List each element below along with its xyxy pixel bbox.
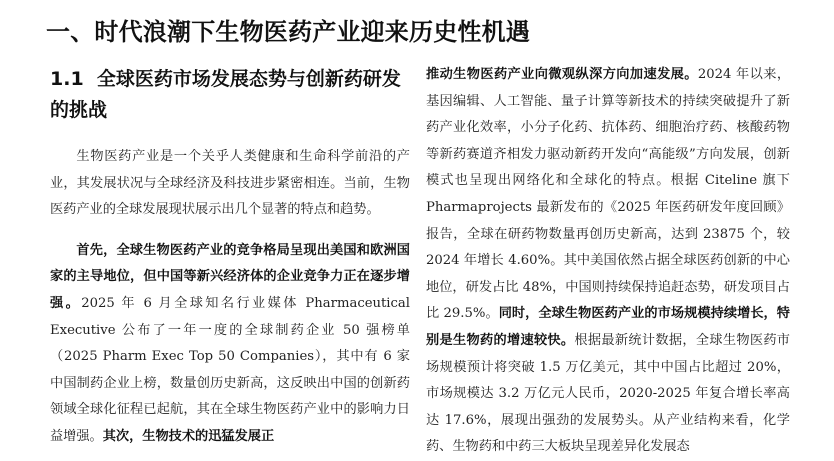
bold-second-point-start: 其次，生物技术的迅猛发展正: [102, 428, 275, 444]
section-number: 1.1: [50, 68, 84, 90]
bold-second-point-end: 推动生物医药产业向微观纵深方向加速发展。: [426, 67, 698, 82]
chapter-heading: 一、时代浪潮下生物医药产业迎来历史性机遇: [46, 18, 530, 46]
right-column: [426, 62, 790, 461]
bold-first-point: 首先，全球生物医药产业的竞争格局呈现出美国和欧洲国家的主导地位，但中国等新兴经济体的企业竞争力正在逐步增强。: [50, 242, 410, 311]
paragraph-continued: [426, 62, 790, 461]
paragraph-market-body: 根据最新统计数据，全球生物医药市场规模预计将突破 1.5 万亿美元，其中中国占比超过 20%，市场规模达 3.2 万亿元人民币，2020-2025 年复合增长率高达 17.6%，展现出强劲的发展势头。从产业结构来看，化学药、生物药和中药三大板块呈现差异化发展态: [426, 332, 790, 455]
paragraph-first-point: [50, 238, 410, 451]
section-title: 全球医药市场发展态势与创新药研发的挑战: [50, 68, 401, 121]
bold-third-point: 同时，全球生物医药产业的市场规模持续增长，特别是生物药的增速较快。: [426, 306, 790, 348]
paragraph-intro: 生物医药产业是一个关乎人类健康和生命科学前沿的产业，其发展状况与全球经济及科技进步紧密相连。当前，生物医药产业的全球发展现状展示出几个显著的特点和趋势。: [50, 149, 410, 218]
left-column: [50, 144, 410, 451]
paragraph-first-point-body: 2025 年 6 月全球知名行业媒体 Pharmaceutical Executive 公布了一年一度的全球制药企业 50 强榜单（2025 Pharm Exec Top 50 Companies），其中有 6 家中国制药企业上榜，数量创历史新高，这反映出中国的创新药领域全球化征程已起航，其在全球生物医药产业中的影响力日益增强。: [50, 295, 410, 444]
section-heading: [50, 64, 410, 126]
paragraph-rd-body: 2024 年以来，基因编辑、人工智能、量子计算等新技术的持续突破提升了新药产业化效率，小分子化药、抗体药、细胞治疗药、核酸药物等新药赛道齐相发力驱动新药开发向“高能级”方向发展，创新模式也呈现出网络化和全球化的特点。根据 Citeline 旗下 Pharmaprojects 最新发布的《2025 年医药研发年度回顾》报告，全球在研药物数量再创历史新高，达到 23875 个，较 2024 年增长 4.60%。其中美国依然占据全球医药创新的中心地位，研发占比 48%，中国则持续保持追赶态势，研发项目占比 29.5%。: [426, 67, 791, 322]
